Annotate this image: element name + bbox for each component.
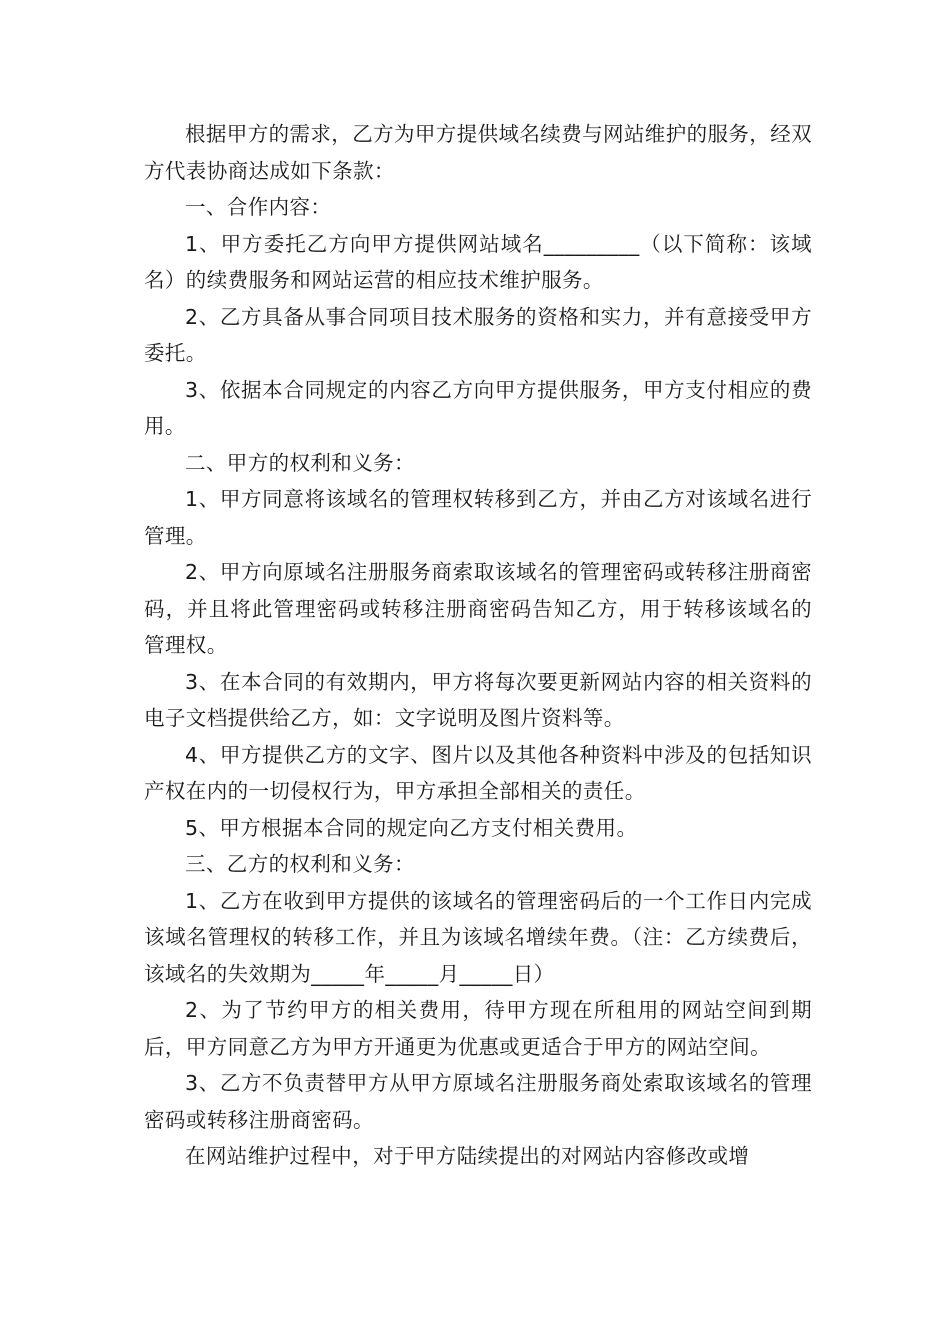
clause-3-1: 1、乙方在收到甲方提供的该域名的管理密码后的一个工作日内完成该域名管理权的转移工作，并且为该域名增续年费。（注：乙方续费后，该域名的失效期为_____年_____月_____日） xyxy=(144,888,812,986)
clause-3-3: 3、乙方不负责替甲方从甲方原域名注册服务商处索取该域名的管理密码或转移注册商密码。 xyxy=(144,1071,812,1132)
clause-1-3: 3、依据本合同规定的内容乙方向甲方提供服务，甲方支付相应的费用。 xyxy=(144,377,812,438)
clause-2-4: 4、甲方提供乙方的文字、图片以及其他各种资料中涉及的包括知识产权在内的一切侵权行为，甲方承担全部相关的责任。 xyxy=(144,742,812,803)
clause-2-5: 5、甲方根据本合同的规定向乙方支付相关费用。 xyxy=(185,815,638,840)
section-heading-cooperation: 一、合作内容： xyxy=(185,195,332,219)
clause-2-1: 1、甲方同意将该域名的管理权转移到乙方，并由乙方对该域名进行管理。 xyxy=(144,487,812,548)
section-heading-party-a: 二、甲方的权利和义务： xyxy=(185,450,415,475)
document-body xyxy=(144,116,812,1175)
clause-2-3: 3、在本合同的有效期内，甲方将每次要更新网站内容的相关资料的电子文档提供给乙方，如：文字说明及图片资料等。 xyxy=(144,669,812,730)
clause-3-2: 2、为了节约甲方的相关费用，待甲方现在所租用的网站空间到期后，甲方同意乙方为甲方开通更为优惠或更适合于甲方的网站空间。 xyxy=(144,998,812,1059)
clause-1-1: 1、甲方委托乙方向甲方提供网站域名_________（以下简称：该域名）的续费服务和网站运营的相应技术维护服务。 xyxy=(144,231,812,292)
intro-paragraph: 根据甲方的需求，乙方为甲方提供域名续费与网站维护的服务，经双方代表协商达成如下条款： xyxy=(144,122,812,183)
clause-2-2: 2、甲方向原域名注册服务商索取该域名的管理密码或转移注册商密码，并且将此管理密码或转移注册商密码告知乙方，用于转移该域名的管理权。 xyxy=(144,560,812,657)
clause-1-2: 2、乙方具备从事合同项目技术服务的资格和实力，并有意接受甲方委托。 xyxy=(144,304,812,365)
maintenance-paragraph: 在网站维护过程中，对于甲方陆续提出的对网站内容修改或增 xyxy=(185,1144,750,1168)
section-heading-party-b: 三、乙方的权利和义务： xyxy=(185,852,415,876)
